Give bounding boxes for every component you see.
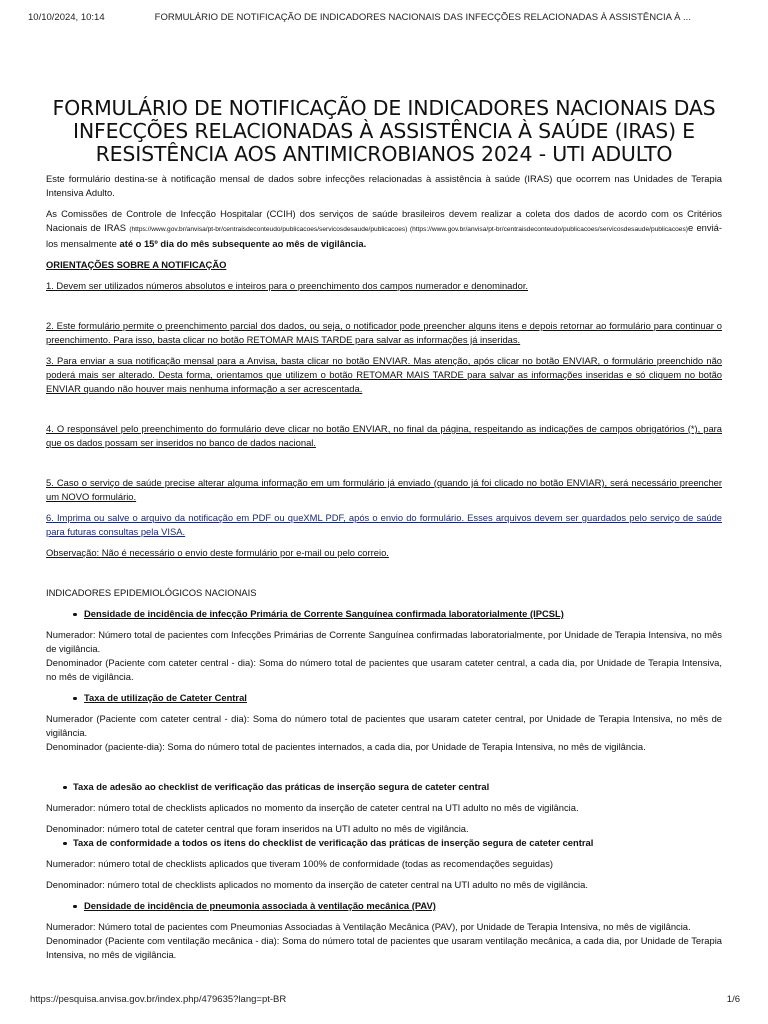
bullet-ipcsl bbox=[46, 607, 722, 621]
ipcsl-numerador: Numerador: Número total de pacientes com Infecções Primárias de Corrente Sanguínea confirmadas laboratorialmente, por Unidade de Terapia Intensiva, no mês de vigilância. bbox=[46, 629, 722, 654]
taxa-cateter-denominador: Denominador (paciente-dia): Soma do número total de pacientes internados, a cada dia, por Unidade de Terapia Intensiva, no mês de vigilância. bbox=[46, 741, 646, 752]
bullet-conformidade-checklist bbox=[46, 836, 722, 850]
ccih-text: As Comissões de Controle de Infecção Hospitalar (CCIH) dos serviços de saúde brasileiros devem realizar a coleta dos dados de acordo com os Critérios Nacionais de IRAS bbox=[46, 208, 722, 233]
print-footer bbox=[30, 994, 740, 1005]
ipcsl-title: Densidade de incidência de infecção Primária de Corrente Sanguínea confirmada laboratorialmente (IPCSL) bbox=[84, 608, 564, 619]
taxa-cateter-title: Taxa de utilização de Cateter Central bbox=[84, 692, 247, 703]
criterios-link-secondary[interactable]: (https://www.gov.br/anvisa/pt-br/centraisdeconteudo/publicacoes/servicosdesaude/publicacoes) bbox=[407, 226, 688, 233]
adesao-title: Taxa de adesão ao checklist de verificação das práticas de inserção segura de cateter central bbox=[73, 781, 490, 792]
orientacao-item-1: 1. Devem ser utilizados números absolutos e inteiros para o preenchimento dos campos numerador e denominador. bbox=[46, 280, 529, 291]
ccih-paragraph bbox=[46, 207, 722, 251]
bullet-pav bbox=[46, 899, 722, 913]
ipcsl-denominador: Denominador (Paciente com cateter central - dia): Soma do número total de pacientes que usaram cateter central, a cada dia, por Unidade de Terapia Intensiva, no mês de vigilância. bbox=[46, 657, 722, 682]
orientacao-item-3: 3. Para enviar a sua notificação mensal para a Anvisa, basta clicar no botão ENVIAR. Mas atenção, após clicar no botão ENVIAR, o formulário preenchido não poderá mais ser alterado. Desta forma, orientamos que utilizem o botão RETOMAR MAIS TARDE para salvar as informações inseridas e só cliquem no botão ENVIAR quando não houver mais nenhuma informação a ser acrescentada. bbox=[46, 355, 722, 394]
bullet-dot bbox=[63, 786, 67, 790]
adesao-numerador: Numerador: número total de checklists aplicados no momento da inserção de cateter central na UTI adulto no mês de vigilância. bbox=[46, 802, 579, 813]
taxa-cateter-numerador: Numerador (Paciente com cateter central - dia): Soma do número total de pacientes que usaram cateter central, por Unidade de Terapia Intensiva, no mês de vigilância. bbox=[46, 713, 722, 738]
orientacao-item-6: 6. Imprima ou salve o arquivo da notificação em PDF ou queXML PDF, após o envio do formulário. Esses arquivos devem ser guardados pelo serviço de saúde para futuras consultas pela VISA. bbox=[46, 512, 722, 537]
intro-paragraph: Este formulário destina-se à notificação mensal de dados sobre infecções relacionadas à assistência à saúde (IRAS) que ocorrem nas Unidades de Terapia Intensiva Adulto. bbox=[46, 173, 722, 198]
print-url: https://pesquisa.anvisa.gov.br/index.php/479635?lang=pt-BR bbox=[30, 994, 287, 1005]
conformidade-title: Taxa de conformidade a todos os itens do checklist de verificação das práticas de inserção segura de cateter central bbox=[73, 837, 594, 848]
indicadores-heading: INDICADORES EPIDEMIOLÓGICOS NACIONAIS bbox=[46, 587, 257, 598]
form-content bbox=[46, 97, 722, 962]
deadline-text: até o 15º dia do mês subsequente ao mês de vigilância. bbox=[119, 238, 367, 249]
ccih-text-mid: e enviá-los mensalmente bbox=[46, 222, 722, 249]
pav-denominador: Denominador (Paciente com ventilação mecânica - dia): Soma do número total de pacientes que usaram ventilação mecânica, a cada dia, por Unidade de Terapia Intensiva, no mês de vigilância. bbox=[46, 935, 722, 960]
orientacao-item-4: 4. O responsável pelo preenchimento do formulário deve clicar no botão ENVIAR, no final da página, respeitando as indicações de campos obrigatórios (*), para que os dados possam ser inseridos no banco de dados nacional. bbox=[46, 423, 722, 448]
pav-title: Densidade de incidência de pneumonia associada à ventilação mecânica (PAV) bbox=[84, 900, 436, 911]
adesao-denominador: Denominador: número total de cateter central que foram inseridos na UTI adulto no mês de vigilância. bbox=[46, 823, 469, 834]
bullet-taxa-cateter bbox=[46, 691, 722, 705]
print-header bbox=[28, 12, 744, 23]
orientacao-item-5: 5. Caso o serviço de saúde precise alterar alguma informação em um formulário já enviado (quando já foi clicado no botão ENVIAR), será necessário preencher um NOVO formulário. bbox=[46, 477, 722, 502]
conformidade-denominador: Denominador: número total de checklists aplicados no momento da inserção de cateter central na UTI adulto no mês de vigilância. bbox=[46, 879, 588, 890]
print-date: 10/10/2024, 10:14 bbox=[28, 12, 105, 23]
print-document-title: FORMULÁRIO DE NOTIFICAÇÃO DE INDICADORES NACIONAIS DAS INFECÇÕES RELACIONADAS À ASSISTÊNCIA À ... bbox=[154, 12, 691, 23]
page-number: 1/6 bbox=[726, 994, 740, 1005]
criterios-link[interactable]: (https://www.gov.br/anvisa/pt-br/centraisdeconteudo/publicacoes/servicosdesaude/publicacoes) bbox=[129, 226, 408, 233]
bullet-adesao-checklist bbox=[46, 780, 722, 794]
bullet-dot bbox=[73, 905, 77, 909]
page-title: FORMULÁRIO DE NOTIFICAÇÃO DE INDICADORES NACIONAIS DAS INFECÇÕES RELACIONADAS À ASSISTÊNCIA À SAÚDE (IRAS) E RESISTÊNCIA AOS ANTIMICROBIANOS 2024 - UTI ADULTO bbox=[52, 96, 716, 166]
observacao-note: Observação: Não é necessário o envio deste formulário por e-mail ou pelo correio. bbox=[46, 547, 389, 558]
conformidade-numerador: Numerador: número total de checklists aplicados que tiveram 100% de conformidade (todas as recomendações seguidas) bbox=[46, 858, 554, 869]
bullet-dot bbox=[73, 613, 77, 617]
orientacoes-heading: ORIENTAÇÕES SOBRE A NOTIFICAÇÃO bbox=[46, 259, 227, 270]
orientacao-item-2: 2. Este formulário permite o preenchimento parcial dos dados, ou seja, o notificador pode preencher alguns itens e depois retornar ao formulário para continuar o preenchimento. Para isso, basta clicar no botão RETOMAR MAIS TARDE para salvar as informações já inseridas. bbox=[46, 320, 722, 345]
bullet-dot bbox=[73, 697, 77, 701]
pav-numerador: Numerador: Número total de pacientes com Pneumonias Associadas à Ventilação Mecânica (PAV), por Unidade de Terapia Intensiva, no mês de vigilância. bbox=[46, 921, 691, 932]
bullet-dot bbox=[63, 842, 67, 846]
